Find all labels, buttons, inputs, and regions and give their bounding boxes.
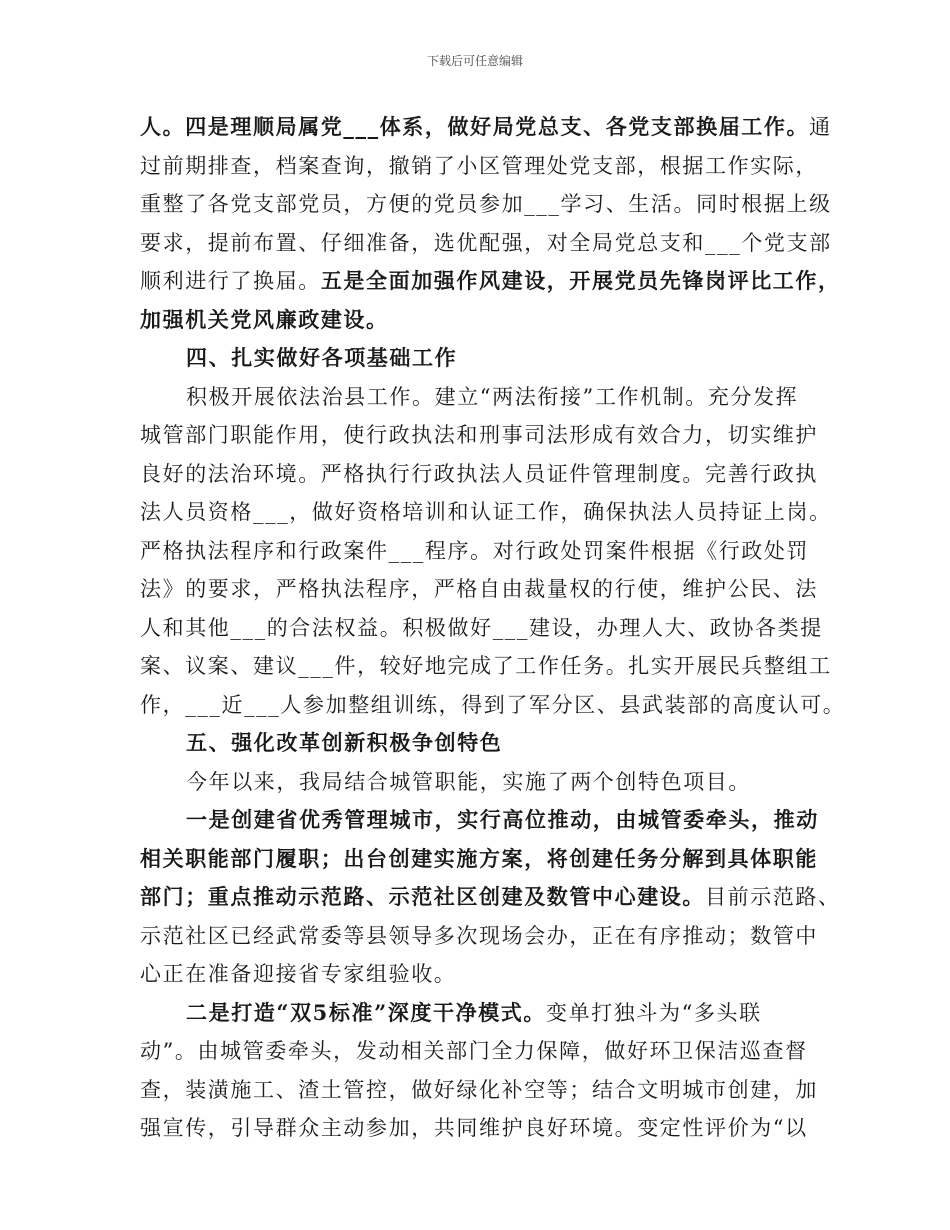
bold-text-segment: 五、强化改革创新积极争创特色 — [186, 730, 503, 755]
text-line — [140, 763, 830, 802]
text-segment: 法》的要求，严格执法程序，严格自由裁量权的行使，维护公民、法 — [140, 577, 818, 601]
text-segment: 重整了各党支部党员，方便的党员参加___学习、生活。同时根据上级 — [140, 192, 832, 216]
text-segment: 心正在准备迎接省专家组验收。 — [140, 962, 457, 986]
text-segment: 顺利进行了换届。 — [140, 269, 321, 293]
text-line — [140, 339, 830, 378]
page-header: 下载后可任意编辑 — [426, 54, 523, 68]
text-segment: 作，___近___人参加整组训练，得到了军分区、县武装部的高度认可。 — [140, 692, 846, 717]
text-line — [140, 301, 830, 340]
text-segment: 今年以来，我局结合城管职能，实施了两个创特色项目。 — [186, 769, 751, 794]
document-body — [140, 108, 846, 1148]
bold-text-segment: 相关职能部门履职；出台创建实施方案，将创建任务分解到具体职能 — [140, 845, 818, 871]
text-line — [140, 224, 830, 263]
text-segment: 要求，提前布置、仔细准备，选优配强，对全局党总支和___个党支部 — [140, 230, 832, 255]
text-segment: 人和其他___的合法权益。积极做好___建设，办理人大、政协各类提 — [140, 615, 823, 640]
text-segment: 变单打独斗为“多头联 — [545, 1000, 762, 1025]
text-line — [140, 1032, 830, 1071]
text-segment: 查，装潢施工、渣土管控，做好绿化补空等；结合文明城市创建，加 — [140, 1077, 818, 1102]
text-line — [140, 917, 830, 956]
text-line — [140, 493, 830, 532]
bold-text-segment: 四、扎实做好各项基础工作 — [186, 345, 458, 370]
bold-text-segment: 人。四是理顺局属党___体系，做好局党总支、各党支部换届工作。 — [140, 114, 810, 139]
bold-text-segment: 五是全面加强作风建设，开展党员先锋岗评比工作， — [320, 268, 841, 293]
text-segment: 案、议案、建议___件，较好地完成了工作任务。扎实开展民兵整组工 — [140, 654, 832, 678]
text-line — [140, 878, 841, 917]
text-segment: 强宣传，引导群众主动参加，共同维护良好环境。变定性评价为“以 — [140, 1116, 808, 1140]
text-line — [140, 378, 830, 417]
text-segment: 目前示范路、 — [705, 885, 841, 909]
text-line — [140, 609, 830, 648]
text-line — [140, 686, 846, 725]
text-segment: 法人员资格___，做好资格培训和认证工作，确保执法人员持证上岗。 — [140, 500, 832, 524]
bold-text-segment: 二是打造“双5标准”深度干净模式。 — [186, 999, 546, 1025]
text-line — [140, 532, 830, 571]
text-line — [140, 147, 830, 186]
text-line — [140, 185, 830, 224]
text-line — [140, 108, 830, 147]
text-line — [140, 647, 830, 686]
text-line — [140, 262, 841, 301]
bold-text-segment: 部门；重点推动示范路、示范社区创建及数管中心建设。 — [140, 884, 705, 909]
text-line — [140, 455, 830, 494]
text-line — [140, 801, 830, 840]
text-line — [140, 724, 830, 763]
text-line — [140, 1109, 830, 1148]
text-line — [140, 994, 830, 1033]
text-segment: 积极开展依法治县工作。建立“两法衔接”工作机制。充分发挥 — [186, 384, 799, 409]
text-segment: 城管部门职能作用，使行政执法和刑事司法形成有效合力，切实维护 — [140, 423, 818, 447]
text-line — [140, 416, 830, 455]
text-segment: 示范社区已经武常委等县领导多次现场会办，正在有序推动；数管中 — [140, 923, 818, 948]
text-line — [140, 1071, 830, 1110]
text-line — [140, 570, 830, 609]
text-segment: 通 — [809, 115, 832, 139]
text-segment: 严格执法程序和行政案件___程序。对行政处罚案件根据《行政处罚 — [140, 538, 810, 563]
text-segment: 过前期排查，档案查询，撤销了小区管理处党支部，根据工作实际， — [140, 153, 818, 178]
text-segment: 动”。由城管委牵头，发动相关部门全力保障，做好环卫保洁巡查督 — [140, 1039, 808, 1063]
text-line — [140, 955, 830, 994]
bold-text-segment: 一是创建省优秀管理城市，实行高位推动，由城管委牵头，推动 — [186, 807, 819, 832]
bold-text-segment: 加强机关党风廉政建设。 — [140, 306, 389, 332]
text-segment: 良好的法治环境。严格执行行政执法人员证件管理制度。完善行政执 — [140, 461, 818, 486]
text-line — [140, 840, 830, 879]
